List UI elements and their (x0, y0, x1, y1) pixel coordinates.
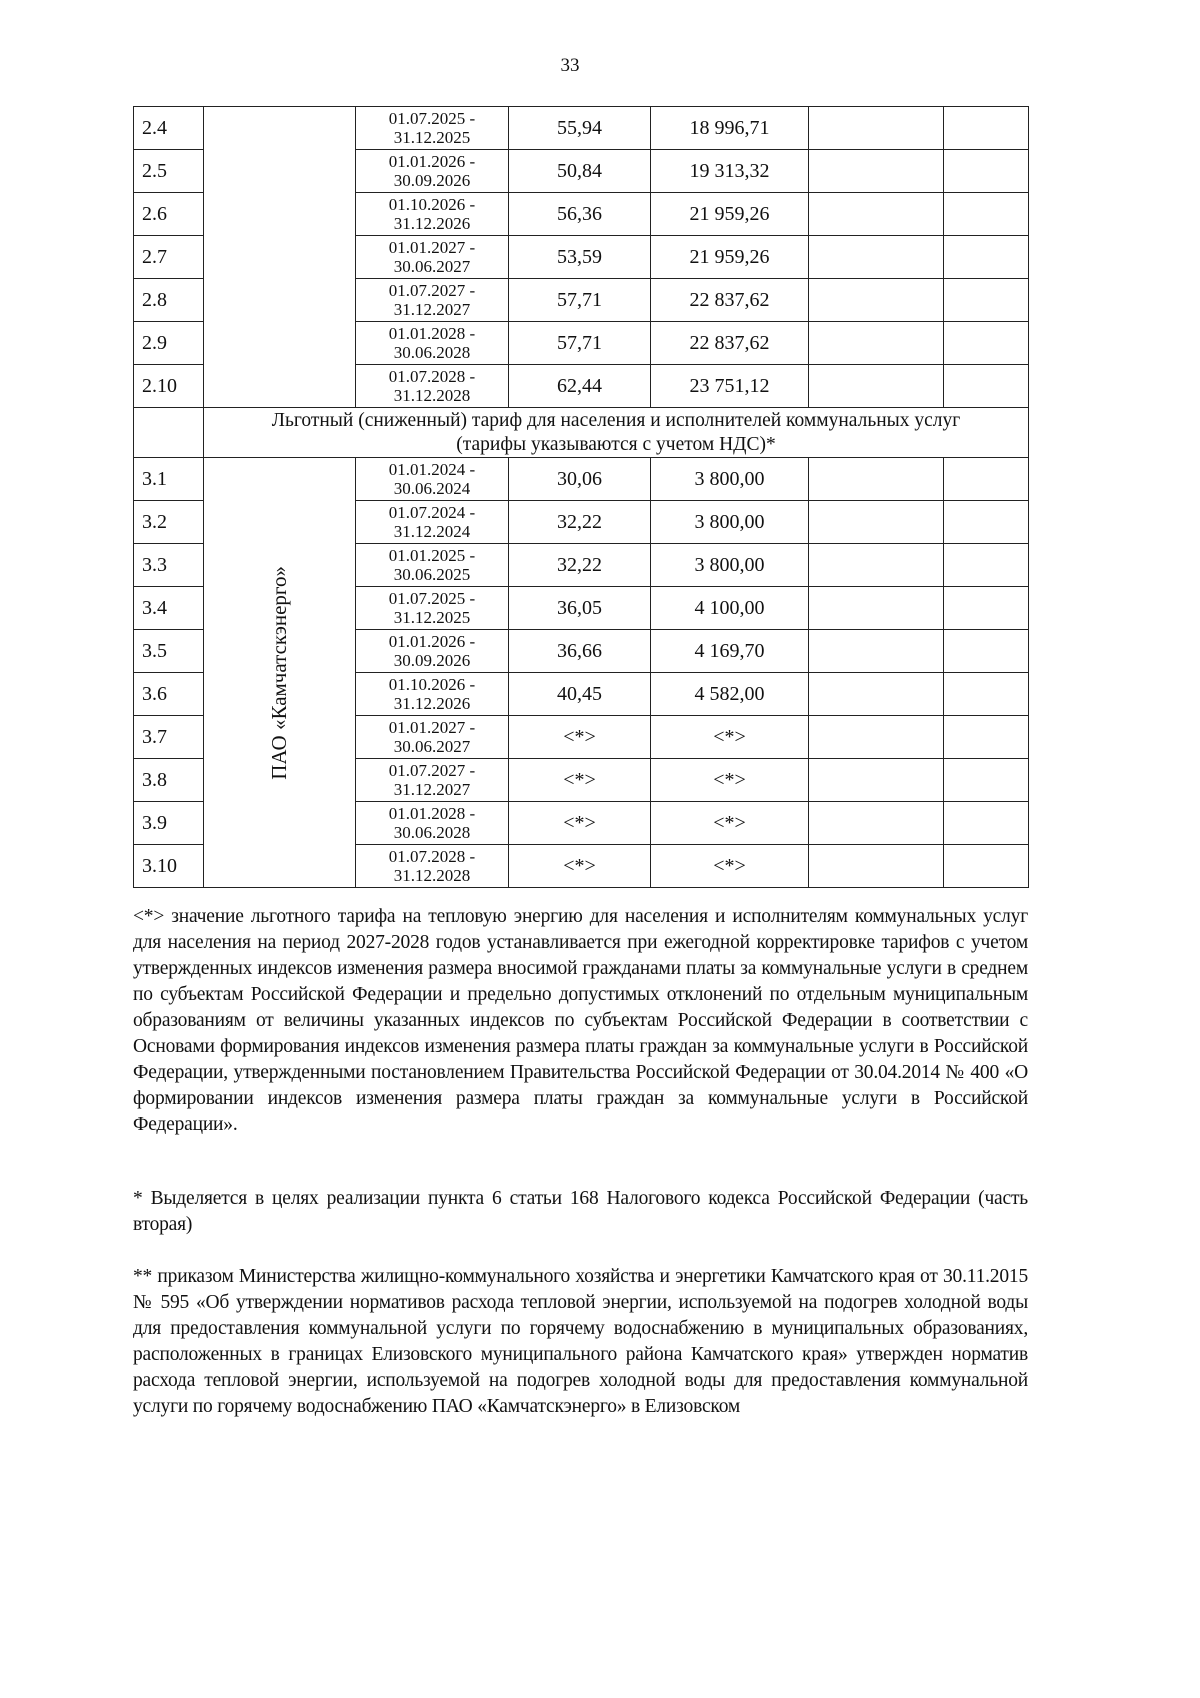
section-header (204, 408, 1029, 458)
tariff-value-1: 53,59 (509, 236, 651, 279)
tariff-value-2: 18 996,71 (651, 107, 809, 150)
row-number: 2.7 (134, 236, 204, 279)
period-cell (356, 193, 509, 236)
row-number: 3.4 (134, 587, 204, 630)
empty-cell (809, 630, 944, 673)
table-row (134, 458, 1029, 501)
period-cell (356, 107, 509, 150)
period-start: 01.10.2026 - (388, 675, 476, 694)
row-number: 2.4 (134, 107, 204, 150)
empty-cell (944, 759, 1029, 802)
period-cell (356, 845, 509, 888)
tariff-value-2: 4 100,00 (651, 587, 809, 630)
tariff-value-1: 36,05 (509, 587, 651, 630)
row-number: 2.9 (134, 322, 204, 365)
row-number: 2.6 (134, 193, 204, 236)
period-cell (356, 279, 509, 322)
period-start: 01.01.2027 - (388, 238, 476, 257)
empty-cell (809, 236, 944, 279)
row-number: 3.5 (134, 630, 204, 673)
tariff-value-2: 3 800,00 (651, 544, 809, 587)
tariff-value-1: 40,45 (509, 673, 651, 716)
empty-cell (944, 630, 1029, 673)
row-number: 2.5 (134, 150, 204, 193)
period-end: 30.06.2027 (393, 257, 471, 276)
row-number: 2.8 (134, 279, 204, 322)
tariff-value-2: 4 169,70 (651, 630, 809, 673)
tariff-value-1: <*> (509, 802, 651, 845)
period-cell (356, 501, 509, 544)
period-start: 01.07.2028 - (388, 367, 476, 386)
row-number: 3.6 (134, 673, 204, 716)
period-cell (356, 630, 509, 673)
empty-cell (809, 365, 944, 408)
tariff-value-2: <*> (651, 716, 809, 759)
tariff-value-1: 62,44 (509, 365, 651, 408)
table-row (134, 107, 1029, 150)
tariff-value-2: 22 837,62 (651, 322, 809, 365)
period-end: 31.12.2026 (393, 214, 471, 233)
organization-name: ПАО «Камчатскэнерго» (267, 565, 291, 780)
tariff-value-2: 23 751,12 (651, 365, 809, 408)
organization-cell (204, 458, 356, 888)
period-end: 31.12.2027 (393, 300, 471, 319)
empty-cell (809, 587, 944, 630)
period-cell (356, 458, 509, 501)
period-start: 01.01.2026 - (388, 632, 476, 651)
period-end: 31.12.2028 (393, 386, 471, 405)
empty-cell (944, 236, 1029, 279)
period-cell (356, 716, 509, 759)
row-number: 3.2 (134, 501, 204, 544)
period-end: 30.06.2024 (393, 479, 471, 498)
period-end: 30.09.2026 (393, 651, 471, 670)
period-cell (356, 759, 509, 802)
empty-cell (809, 673, 944, 716)
section-header-line1: Льготный (сниженный) тариф для населения и исполнителей коммунальных услуг (271, 409, 961, 431)
row-number: 3.10 (134, 845, 204, 888)
tariff-value-1: 30,06 (509, 458, 651, 501)
period-start: 01.01.2025 - (388, 546, 476, 565)
tariff-value-1: 50,84 (509, 150, 651, 193)
period-start: 01.10.2026 - (388, 195, 476, 214)
row-number: 3.9 (134, 802, 204, 845)
empty-cell (809, 544, 944, 587)
empty-cell (809, 802, 944, 845)
period-cell (356, 322, 509, 365)
period-cell (356, 673, 509, 716)
empty-cell (944, 365, 1029, 408)
period-end: 30.06.2028 (393, 823, 471, 842)
period-end: 30.06.2028 (393, 343, 471, 362)
tariff-value-2: 3 800,00 (651, 501, 809, 544)
period-start: 01.01.2024 - (388, 460, 476, 479)
empty-cell (944, 716, 1029, 759)
tariff-value-2: <*> (651, 845, 809, 888)
empty-cell (944, 587, 1029, 630)
period-end: 31.12.2026 (393, 694, 471, 713)
period-end: 30.09.2026 (393, 171, 471, 190)
footnote-double-star: ** приказом Министерства жилищно-коммунального хозяйства и энергетики Камчатского края от 30.11.2015 № 595 «Об утверждении нормативов расхода тепловой энергии, используемой на подогрев холодной воды для предоставления коммунальной услуги по горячему водоснабжению в муниципальных образованиях, расположенных в границах Елизовского муниципального района Камчатского края» утвержден норматив расхода тепловой энергии, используемой на подогрев холодной воды для предоставления коммунальной услуги по горячему водоснабжению ПАО «Камчатскэнерго» в Елизовском (133, 1266, 1028, 1417)
tariff-value-2: 4 582,00 (651, 673, 809, 716)
organization-cell-empty (204, 107, 356, 408)
period-cell (356, 236, 509, 279)
empty-cell (809, 759, 944, 802)
footnote-star: * Выделяется в целях реализации пункта 6 статьи 168 Налогового кодекса Российской Федерации (часть вторая) (133, 1188, 1028, 1235)
section-header-row (134, 408, 1029, 458)
empty-cell (809, 322, 944, 365)
section-header-line2: (тарифы указываются с учетом НДС)* (456, 433, 776, 455)
period-cell (356, 544, 509, 587)
period-start: 01.01.2027 - (388, 718, 476, 737)
row-number: 3.3 (134, 544, 204, 587)
period-end: 30.06.2027 (393, 737, 471, 756)
page-number: 33 (560, 55, 580, 76)
tariff-value-1: 57,71 (509, 279, 651, 322)
period-end: 31.12.2027 (393, 780, 471, 799)
tariff-value-1: <*> (509, 845, 651, 888)
period-cell (356, 150, 509, 193)
empty-cell (809, 716, 944, 759)
period-cell (356, 587, 509, 630)
period-end: 31.12.2024 (393, 522, 471, 541)
empty-cell (944, 802, 1029, 845)
row-number: 2.10 (134, 365, 204, 408)
tariff-value-1: 36,66 (509, 630, 651, 673)
tariff-value-1: 32,22 (509, 544, 651, 587)
tariff-table (133, 106, 1029, 888)
period-start: 01.07.2025 - (388, 109, 476, 128)
period-cell (356, 802, 509, 845)
empty-cell (944, 279, 1029, 322)
period-start: 01.01.2028 - (388, 324, 476, 343)
tariff-value-2: 3 800,00 (651, 458, 809, 501)
tariff-value-2: 19 313,32 (651, 150, 809, 193)
period-start: 01.07.2025 - (388, 589, 476, 608)
empty-cell (809, 279, 944, 322)
row-number: 3.1 (134, 458, 204, 501)
tariff-value-2: <*> (651, 759, 809, 802)
empty-cell (809, 458, 944, 501)
row-number: 3.7 (134, 716, 204, 759)
empty-cell (944, 501, 1029, 544)
empty-cell (944, 107, 1029, 150)
empty-cell (809, 107, 944, 150)
period-end: 30.06.2025 (393, 565, 471, 584)
tariff-value-1: 57,71 (509, 322, 651, 365)
footnote-angle-star: <*> значение льготного тарифа на тепловую энергию для населения и исполнителям коммунальных услуг для населения на период 2027-2028 годов устанавливается при ежегодной корректировке тарифов с учетом утвержденных индексов изменения размера вносимой гражданами платы за коммунальные услуги в среднем по субъектам Российской Федерации и предельно допустимых отклонений по отдельным муниципальным образованиям от величины указанных индексов по субъектам Российской Федерации в соответствии с Основами формирования индексов изменения размера платы граждан за коммунальные услуги в Российской Федерации, утвержденными постановлением Правительства Российской Федерации от 30.04.2014 № 400 «О формировании индексов изменения размера платы граждан за коммунальные услуги в Российской Федерации». (133, 906, 1028, 1135)
empty-cell (944, 322, 1029, 365)
empty-cell (809, 501, 944, 544)
empty-cell (944, 150, 1029, 193)
empty-cell (944, 193, 1029, 236)
empty-cell (809, 193, 944, 236)
empty-cell (134, 408, 204, 458)
period-start: 01.07.2027 - (388, 281, 476, 300)
period-start: 01.01.2028 - (388, 804, 476, 823)
period-end: 31.12.2028 (393, 866, 471, 885)
tariff-value-1: <*> (509, 759, 651, 802)
empty-cell (944, 673, 1029, 716)
period-start: 01.07.2027 - (388, 761, 476, 780)
tariff-value-2: 21 959,26 (651, 236, 809, 279)
period-end: 31.12.2025 (393, 608, 471, 627)
empty-cell (944, 845, 1029, 888)
tariff-value-1: 56,36 (509, 193, 651, 236)
empty-cell (944, 544, 1029, 587)
period-end: 31.12.2025 (393, 128, 471, 147)
empty-cell (809, 150, 944, 193)
empty-cell (809, 845, 944, 888)
period-start: 01.01.2026 - (388, 152, 476, 171)
tariff-value-2: 22 837,62 (651, 279, 809, 322)
tariff-value-1: 55,94 (509, 107, 651, 150)
empty-cell (944, 458, 1029, 501)
tariff-value-1: 32,22 (509, 501, 651, 544)
tariff-value-2: <*> (651, 802, 809, 845)
period-start: 01.07.2028 - (388, 847, 476, 866)
period-start: 01.07.2024 - (388, 503, 476, 522)
tariff-value-2: 21 959,26 (651, 193, 809, 236)
row-number: 3.8 (134, 759, 204, 802)
tariff-value-1: <*> (509, 716, 651, 759)
period-cell (356, 365, 509, 408)
